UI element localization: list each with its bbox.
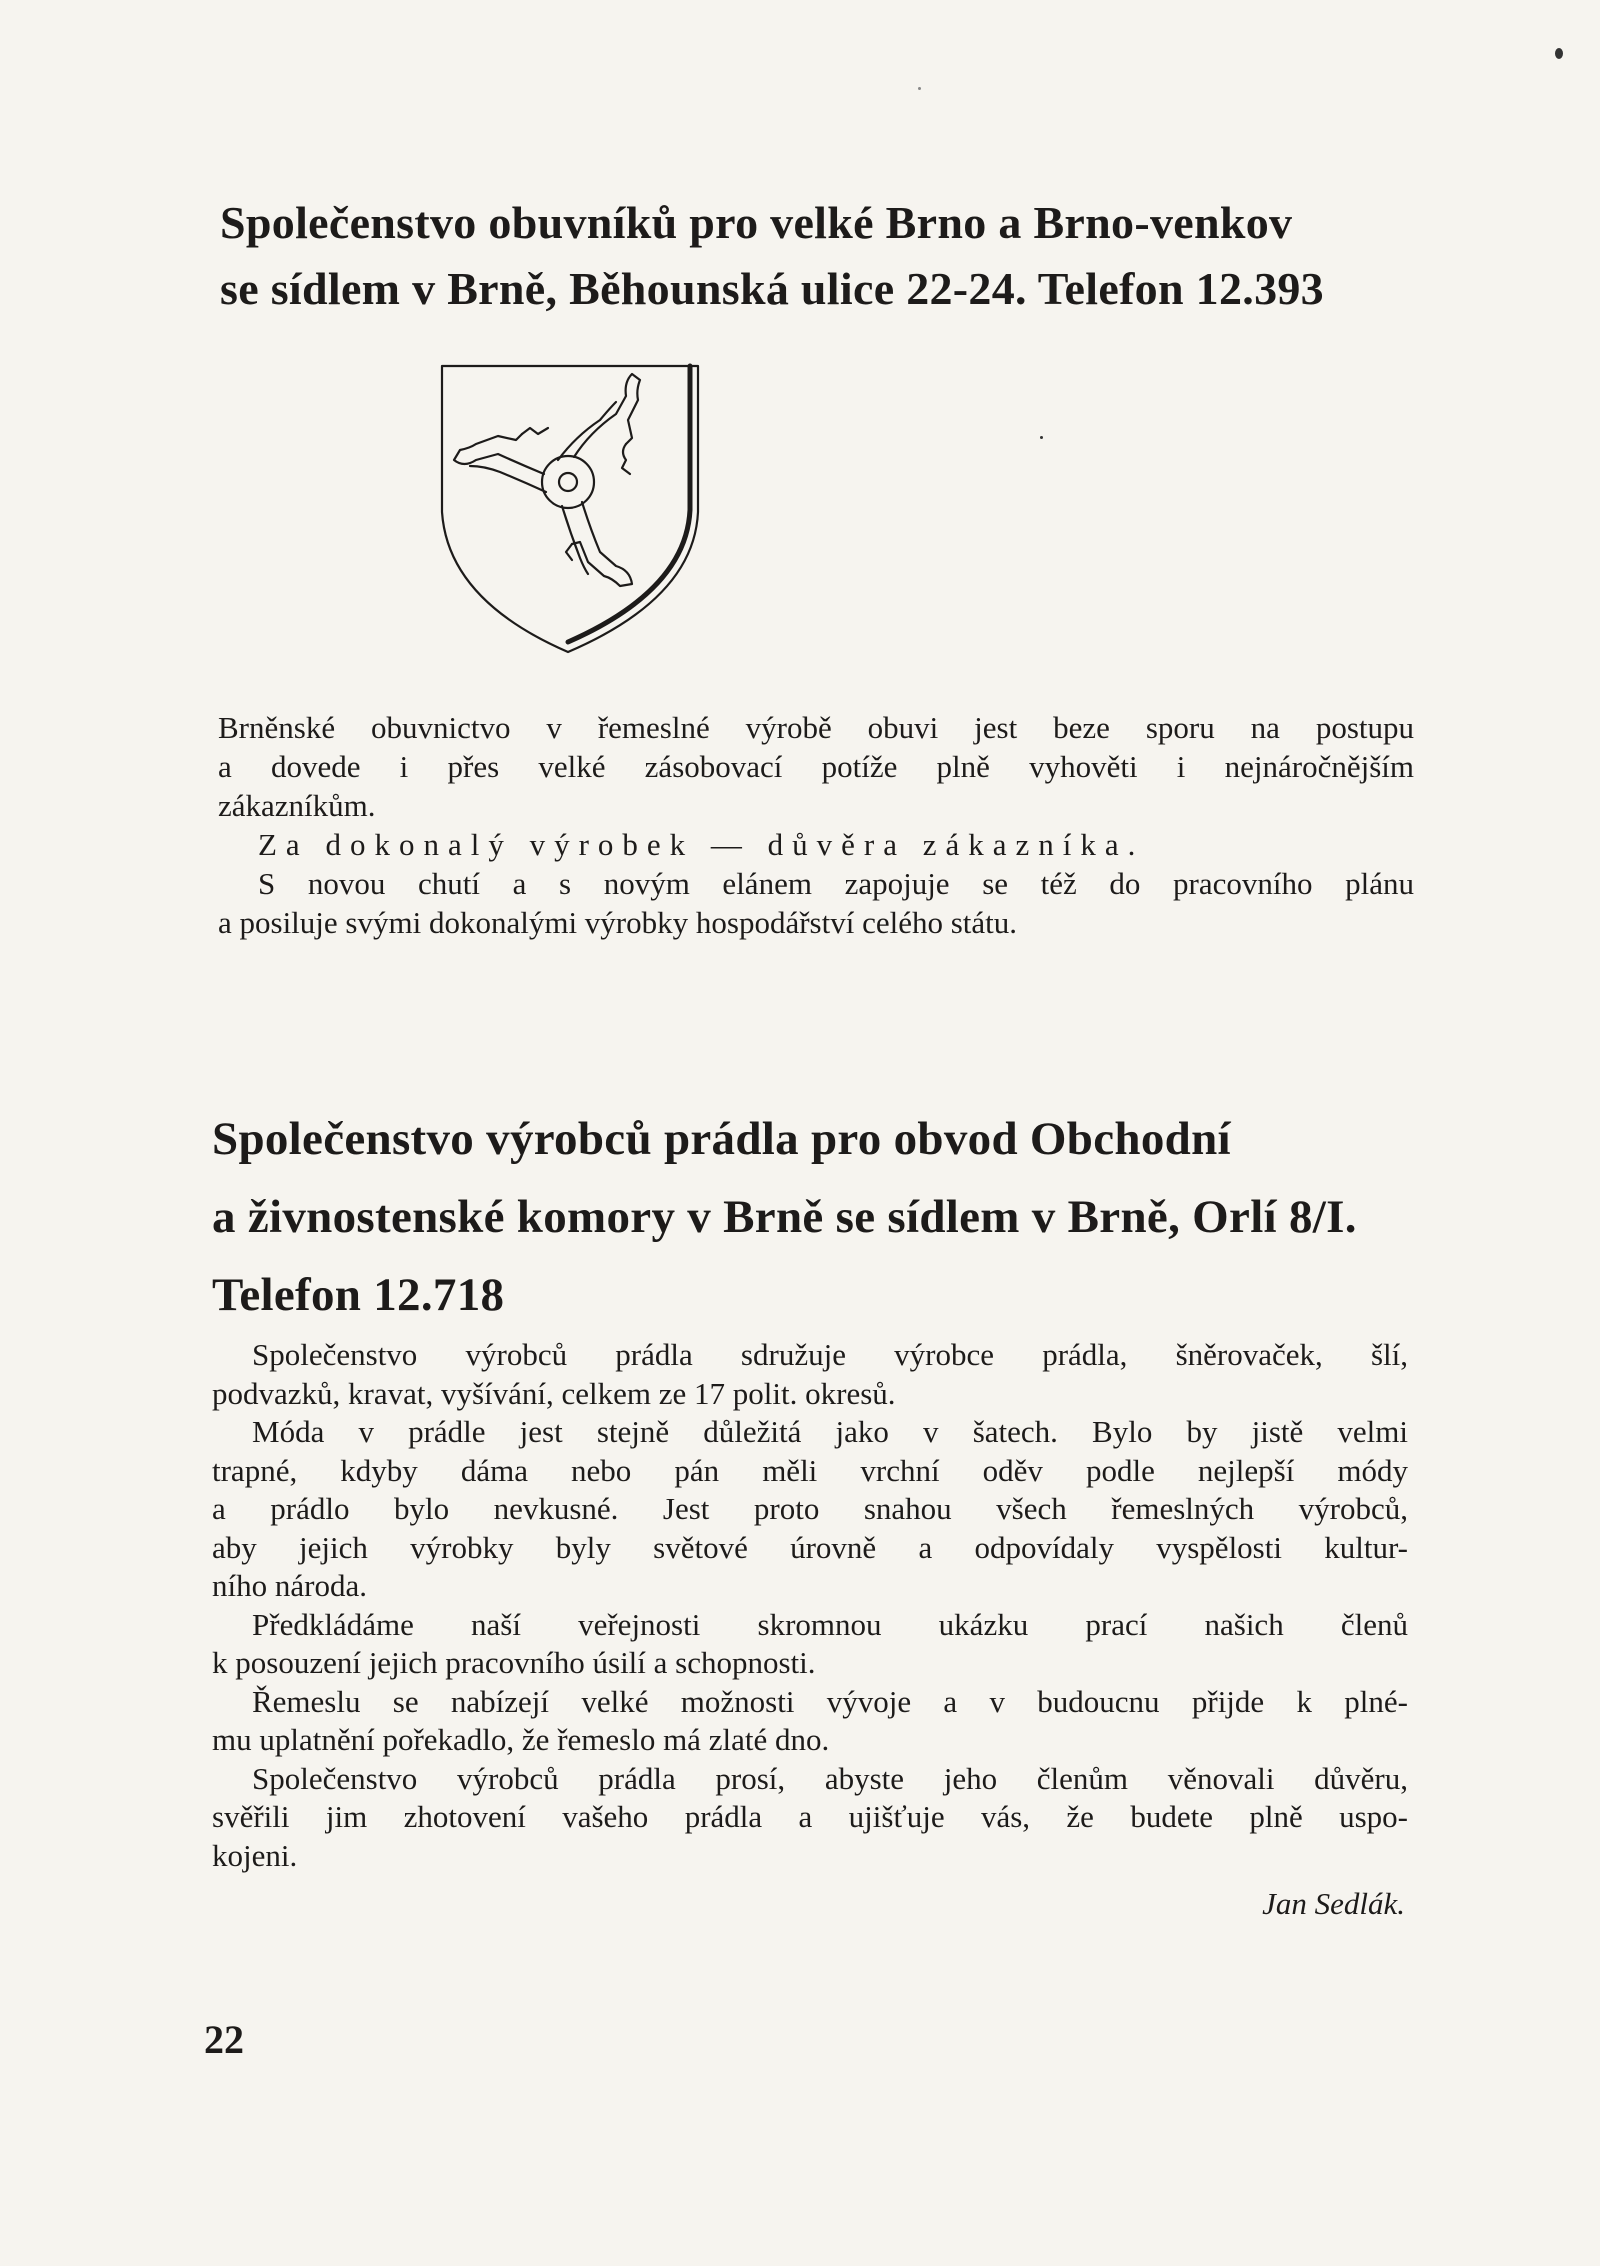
text-line: Řemeslu se nabízejí velké možnosti vývoje a v budoucnu přijde k plné- <box>252 1683 1408 1719</box>
heading-line: Telefon 12.718 <box>212 1269 505 1321</box>
text-line: a dovede i přes velké zásobovací potíže plně vyhověti i nejnáročnějším <box>218 749 1414 784</box>
text-line: a posiluje svými dokonalými výrobky hospodářství celého státu. <box>218 905 1018 940</box>
text-line: Společenstvo výrobců prádla prosí, abyste jeho členům věnovali důvěru, <box>252 1760 1408 1796</box>
text-line-spaced: Za dokonalý výrobek — důvěra zákazníka. <box>258 827 1145 862</box>
text-line: trapné, kdyby dáma nebo pán měli vrchní oděv podle nejlepší módy <box>212 1452 1408 1488</box>
text-line: Společenstvo výrobců prádla sdružuje výrobce prádla, šněrovaček, šlí, <box>252 1337 1408 1372</box>
print-speck <box>1040 436 1043 439</box>
text-line: svěřili jim zhotovení vašeho prádla a ujišťuje vás, že budete plně uspo- <box>212 1799 1408 1834</box>
signature: Jan Sedlák. <box>1262 1886 1405 1921</box>
text-line: S novou chutí a s novým elánem zapojuje se též do pracovního plánu <box>258 866 1414 901</box>
section2-paragraph <box>212 1336 1408 1875</box>
heading-line: Společenstvo výrobců prádla pro obvod Obchodní <box>212 1113 1231 1165</box>
triskelion-shield-emblem <box>440 362 700 658</box>
text-line: zákazníkům. <box>218 788 376 823</box>
page-number: 22 <box>204 2017 244 2062</box>
heading-line: a živnostenské komory v Brně se sídlem v Brně, Orlí 8/I. <box>212 1191 1357 1243</box>
text-line: Móda v prádle jest stejně důležitá jako v šatech. Bylo by jistě velmi <box>252 1414 1408 1449</box>
print-speck <box>1555 48 1563 59</box>
section1-heading <box>220 190 1430 322</box>
section2-heading <box>212 1100 1422 1334</box>
section1-paragraph <box>218 708 1414 942</box>
text-line: aby jejich výrobky byly světové úrovně a odpovídaly vyspělosti kultur- <box>212 1529 1408 1565</box>
text-line: podvazků, kravat, vyšívání, celkem ze 17 polit. okresů. <box>212 1375 896 1411</box>
print-speck <box>918 87 921 90</box>
text-line: Předkládáme naší veřejnosti skromnou ukázku prací našich členů <box>252 1606 1408 1642</box>
text-line: ního národa. <box>212 1568 367 1603</box>
text-line: mu uplatnění pořekadlo, že řemeslo má zlaté dno. <box>212 1722 830 1757</box>
text-line: a prádlo bylo nevkusné. Jest proto snahou všech řemeslných výrobců, <box>212 1491 1408 1526</box>
text-line: k posouzení jejich pracovního úsilí a schopnosti. <box>212 1645 816 1680</box>
text-line: kojeni. <box>212 1837 298 1873</box>
text-line: Brněnské obuvnictvo v řemeslné výrobě obuvi jest beze sporu na postupu <box>218 710 1414 745</box>
heading-line: Společenstvo obuvníků pro velké Brno a Brno-venkov <box>220 197 1293 248</box>
heading-line: se sídlem v Brně, Běhounská ulice 22-24. Telefon 12.393 <box>220 263 1324 314</box>
